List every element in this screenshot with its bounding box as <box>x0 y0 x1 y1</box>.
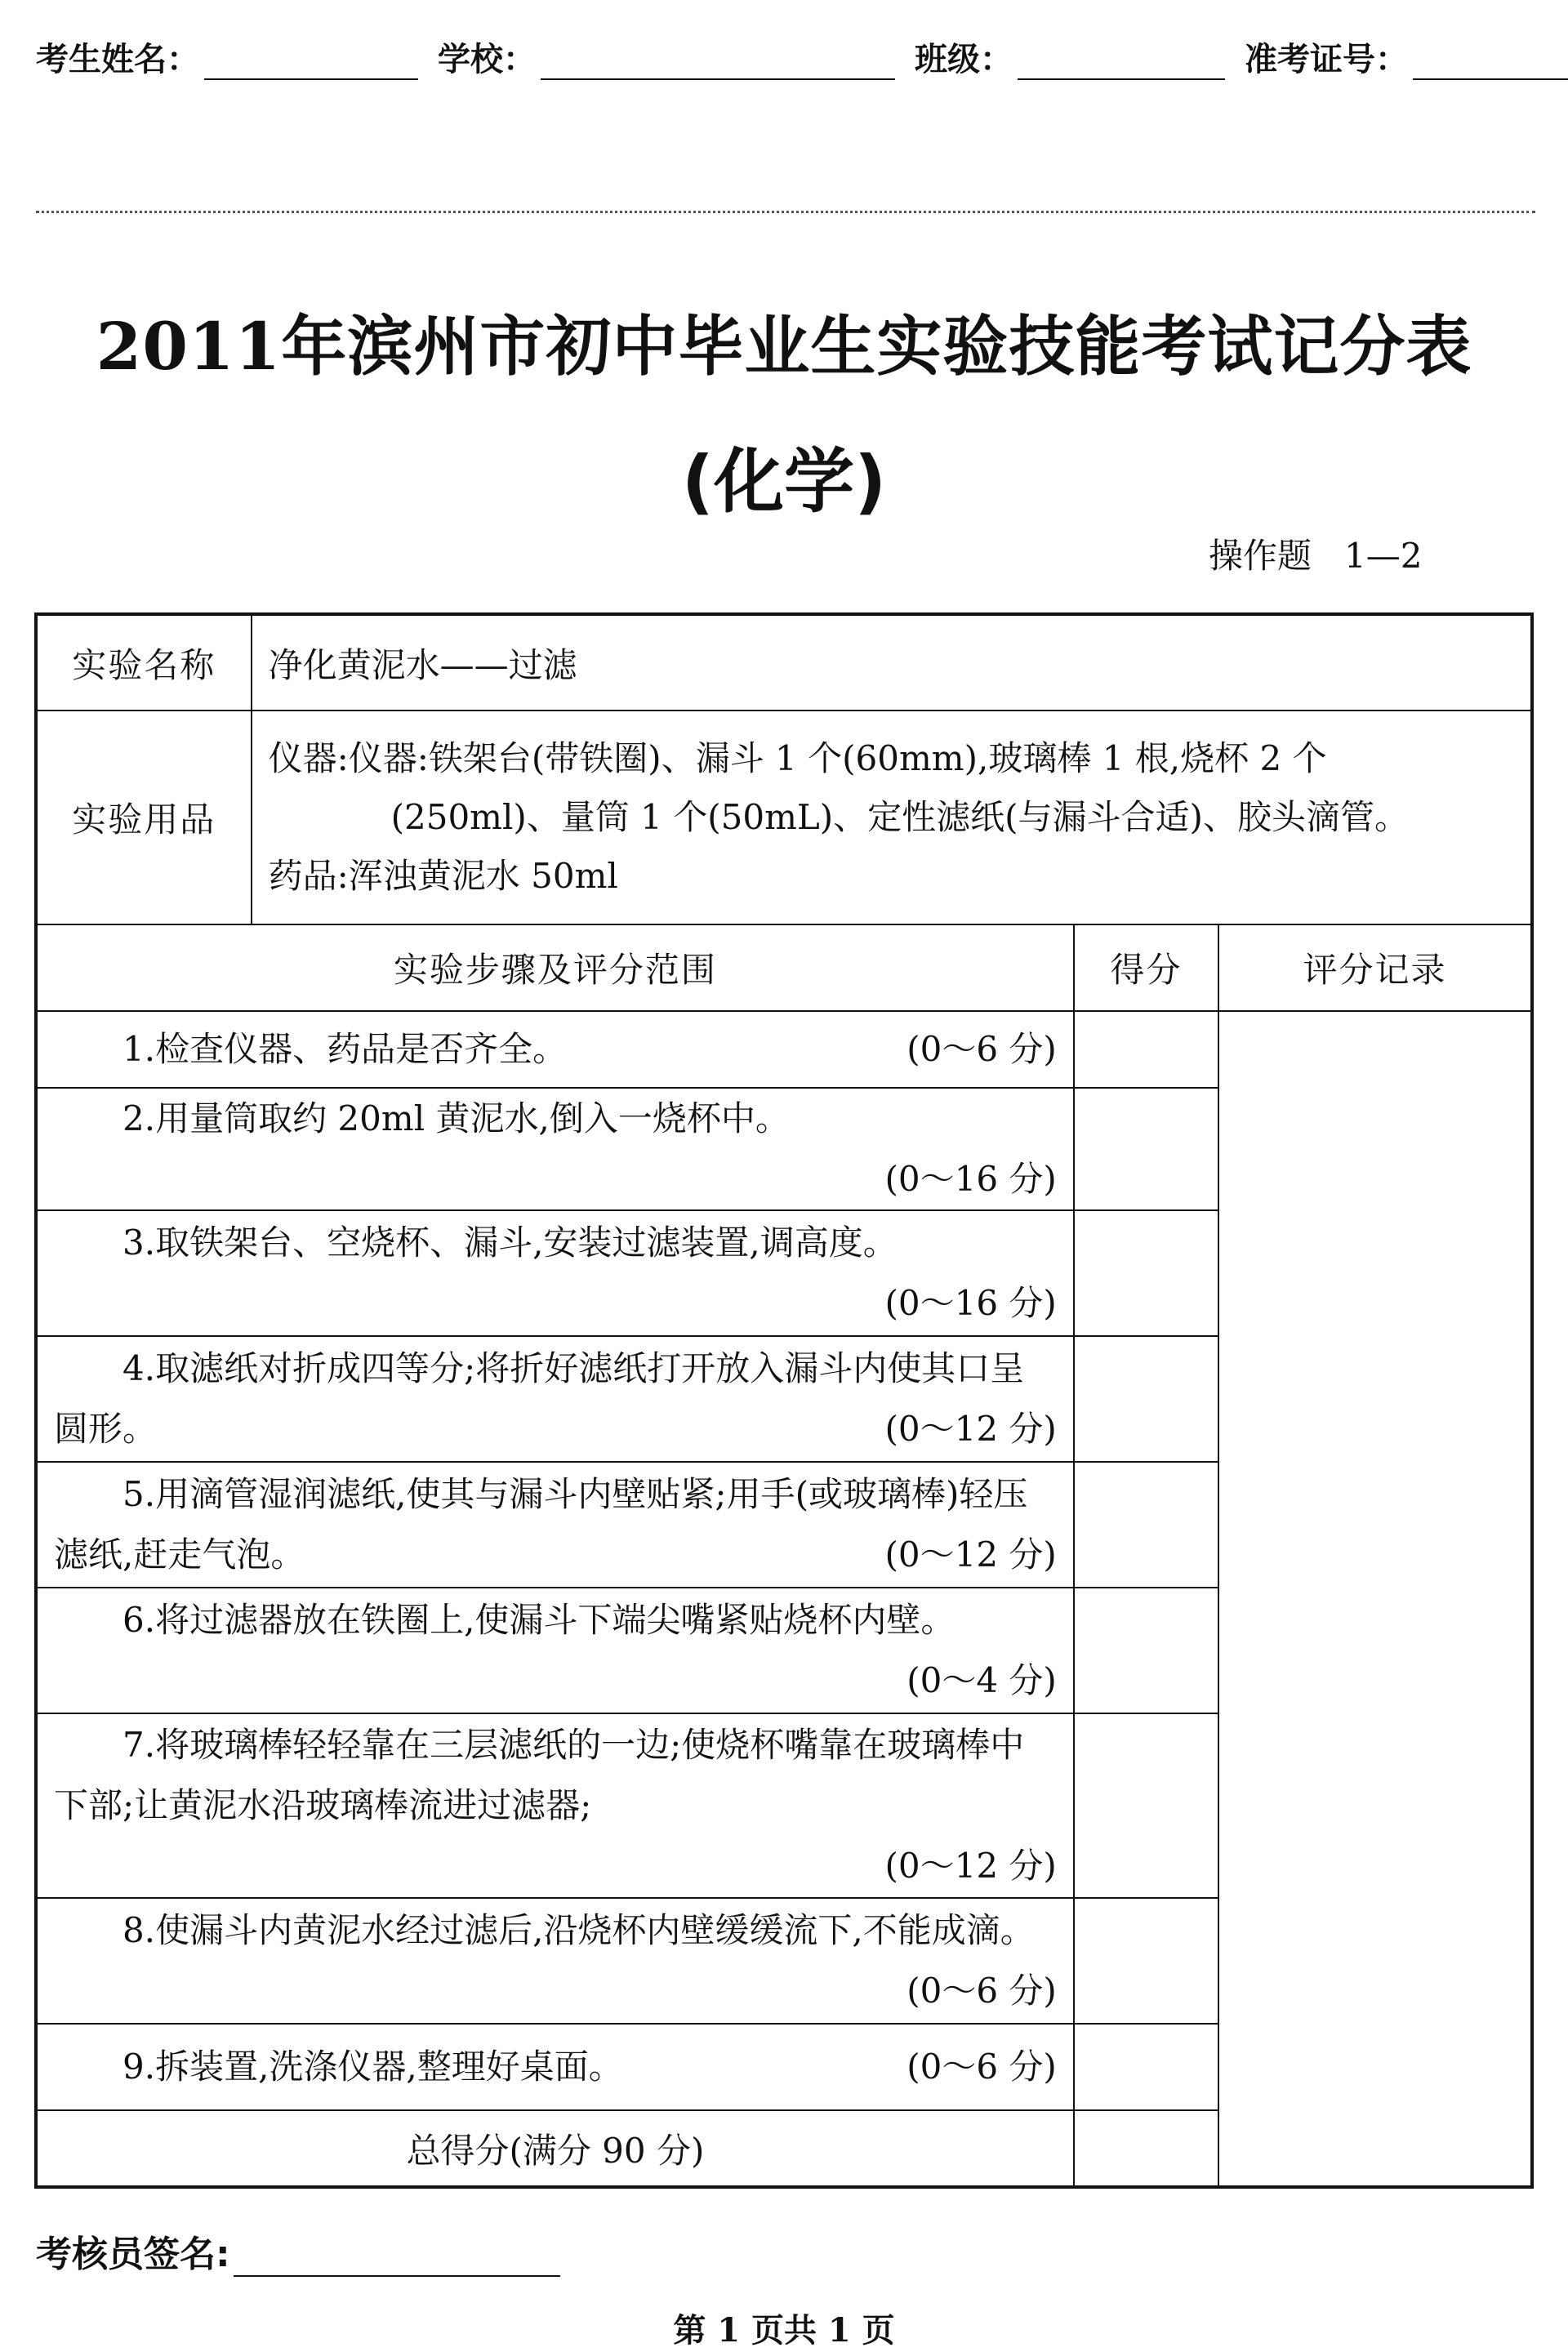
candidate-info-header <box>36 31 1535 80</box>
page-title: 2011年滨州市初中毕业生实验技能考试记分表 <box>96 308 1472 385</box>
step-4-score-cell[interactable] <box>1074 1336 1218 1462</box>
step-2-range: (0～16 分) <box>884 1159 1057 1199</box>
school-field[interactable] <box>438 33 915 80</box>
record-cell[interactable] <box>1218 1011 1532 2187</box>
candidate-name-label: 考生姓名： <box>36 41 199 78</box>
step-7-description: 7.将玻璃棒轻轻靠在三层滤纸的一边;使烧杯嘴靠在玻璃棒中下部;让黄泥水沿玻璃棒流进过滤器; <box>54 1725 1025 1825</box>
step-1-text <box>36 1011 1074 1088</box>
exam-id-blank[interactable] <box>1413 42 1568 80</box>
step-8-range: (0～6 分) <box>906 1971 1057 2011</box>
step-3-text <box>36 1210 1074 1336</box>
step-3-score-cell[interactable] <box>1074 1210 1218 1336</box>
table-header-row <box>36 924 1532 1011</box>
materials-label: 实验用品 <box>36 710 252 924</box>
experiment-name-row <box>36 614 1532 710</box>
step-9-range: (0～6 分) <box>906 2047 1057 2087</box>
step-2-description: 2.用量筒取约 20ml 黄泥水,倒入一烧杯中。 <box>122 1098 790 1138</box>
step-6-description: 6.将过滤器放在铁圈上,使漏斗下端尖嘴紧贴烧杯内壁。 <box>122 1600 956 1640</box>
total-score-cell[interactable] <box>1074 2110 1218 2187</box>
step-8-description: 8.使漏斗内黄泥水经过滤后,沿烧杯内壁缓缓流下,不能成滴。 <box>122 1910 1035 1950</box>
step-7-text <box>36 1713 1074 1898</box>
materials-cell <box>252 710 1532 924</box>
step-4-text <box>36 1336 1074 1462</box>
experiment-name-value: 净化黄泥水——过滤 <box>252 614 1532 710</box>
step-6-text <box>36 1588 1074 1713</box>
examiner-signature-blank[interactable] <box>234 2234 560 2277</box>
candidate-name-blank[interactable] <box>204 42 418 80</box>
step-8-text <box>36 1898 1074 2024</box>
step-4-description: 4.取滤纸对折成四等分;将折好滤纸打开放入漏斗内使其口呈圆形。 <box>54 1348 1025 1449</box>
class-label: 班级： <box>915 41 1013 78</box>
record-column-header: 评分记录 <box>1218 924 1532 1011</box>
step-9-text <box>36 2024 1074 2110</box>
step-4-range: (0～12 分) <box>884 1409 1057 1449</box>
school-blank[interactable] <box>541 42 895 80</box>
materials-line-3: 药品:浑浊黄泥水 50ml <box>268 856 618 896</box>
exam-id-field[interactable] <box>1245 33 1568 80</box>
step-9-score-cell[interactable] <box>1074 2024 1218 2110</box>
class-field[interactable] <box>915 33 1245 80</box>
examiner-signature-field[interactable] <box>36 2225 580 2277</box>
class-blank[interactable] <box>1018 42 1225 80</box>
exam-id-label: 准考证号： <box>1245 41 1408 78</box>
step-2-text <box>36 1088 1074 1210</box>
experiment-name-label: 实验名称 <box>36 614 252 710</box>
materials-row <box>36 710 1532 924</box>
step-1-score-cell[interactable] <box>1074 1011 1218 1088</box>
step-6-range: (0～4 分) <box>906 1660 1057 1700</box>
step-3-description: 3.取铁架台、空烧杯、漏斗,安装过滤装置,调高度。 <box>122 1223 898 1263</box>
subject-heading: (化学) <box>681 441 887 523</box>
candidate-name-field[interactable] <box>36 33 438 80</box>
score-table <box>34 612 1534 2189</box>
materials-line-1: 仪器:仪器:铁架台(带铁圈)、漏斗 1 个(60mm),玻璃棒 1 根,烧杯 2 个 <box>268 738 1327 778</box>
step-5-range: (0～12 分) <box>884 1535 1057 1575</box>
score-column-header: 得分 <box>1074 924 1218 1011</box>
total-score-label: 总得分(满分 90 分) <box>36 2110 1074 2187</box>
materials-line-2: (250ml)、量筒 1 个(50mL)、定性滤纸(与漏斗合适)、胶头滴管。 <box>390 797 1409 837</box>
step-8-score-cell[interactable] <box>1074 1898 1218 2024</box>
step-2-score-cell[interactable] <box>1074 1088 1218 1210</box>
step-1-description: 1.检查仪器、药品是否齐全。 <box>122 1029 568 1069</box>
steps-column-header: 实验步骤及评分范围 <box>36 924 1074 1011</box>
step-3-range: (0～16 分) <box>884 1283 1057 1323</box>
table-row <box>36 1011 1532 1088</box>
step-1-range: (0～6 分) <box>906 1029 1057 1069</box>
examiner-signature-label: 考核员签名: <box>36 2234 230 2275</box>
step-7-score-cell[interactable] <box>1074 1713 1218 1898</box>
step-5-score-cell[interactable] <box>1074 1462 1218 1588</box>
step-7-range: (0～12 分) <box>884 1846 1057 1886</box>
step-9-description: 9.拆装置,洗涤仪器,整理好桌面。 <box>122 2047 623 2087</box>
dotted-cut-line <box>36 211 1535 213</box>
step-5-text <box>36 1462 1074 1588</box>
step-5-description: 5.用滴管湿润滤纸,使其与漏斗内壁贴紧;用手(或玻璃棒)轻压滤纸,赶走气泡。 <box>54 1474 1028 1575</box>
task-number: 操作题 1—2 <box>1209 536 1423 576</box>
step-6-score-cell[interactable] <box>1074 1588 1218 1713</box>
page-number: 第 1 页共 1 页 <box>673 2311 895 2350</box>
school-label: 学校： <box>438 41 536 78</box>
